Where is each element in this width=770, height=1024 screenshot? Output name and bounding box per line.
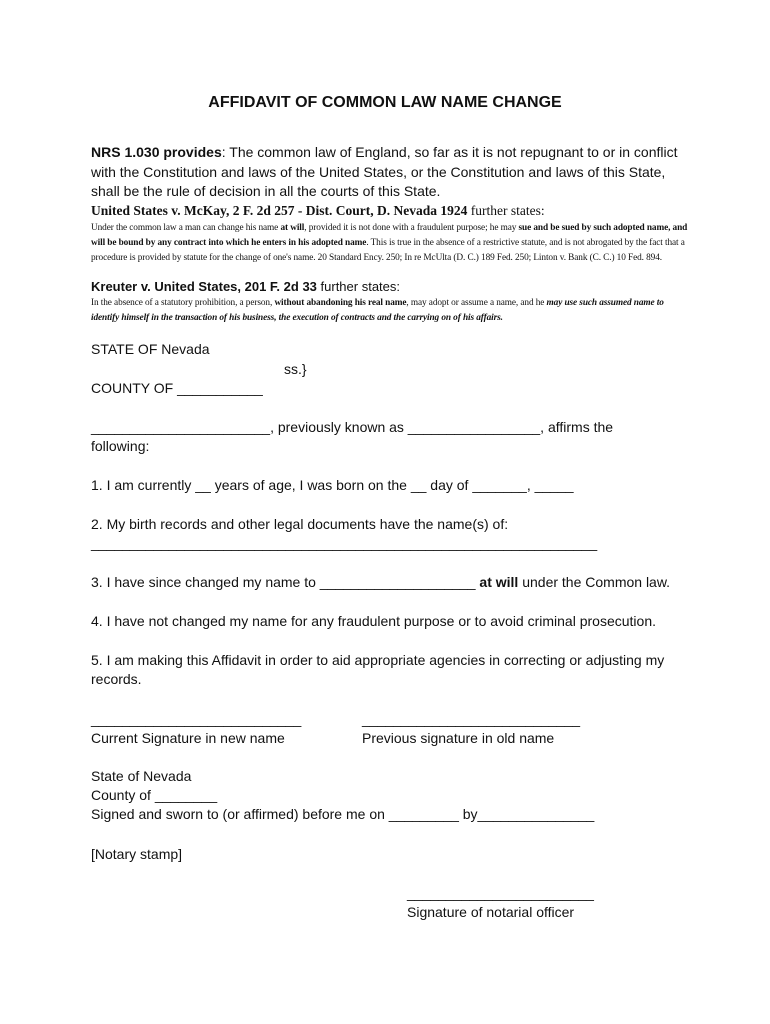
item-name-changed-text: 3. I have since changed my name to ____________________ [91,574,480,590]
mckay-case-heading [91,203,545,219]
mckay-citation: United States v. McKay, 2 F. 2d 257 - Dist. Court, D. Nevada 1924 [91,203,468,218]
kreuter-case-heading [91,279,400,294]
mckay-quote-part: . This is true in the absence of a restrictive statute, and is not abrogated by the fact that a procedure is provided by statute for the change of one's name. 20 Standard Ency. 250; In re McUlta (D. C.) 189 Fed. 250; Linton v. Bank (C. C.) 10 Fed. 894. [91,238,685,263]
kreuter-quote-bold: without abandoning his real name [274,298,407,308]
kreuter-quote-part: , may adopt or assume a name, and he [406,298,547,308]
notary-sworn: Signed and sworn to (or affirmed) before me on _________ by_______________ [91,806,595,822]
item-age-birth: 1. I am currently __ years of age, I was born on the __ day of _______, _____ [91,477,574,493]
mckay-quote-bold: at will [280,223,305,233]
item-birth-records: 2. My birth records and other legal documents have the name(s) of: [91,516,509,532]
kreuter-quote-bold-italic: may use such assumed name to identify himself in the transaction of his business, the execution of contracts and the carrying on of his affairs. [91,298,664,323]
notary-state: State of Nevada [91,768,192,784]
notary-stamp: [Notary stamp] [91,846,183,862]
current-signature-line: ___________________________ [91,711,302,727]
nrs-citation: NRS 1.030 provides [91,144,222,160]
affirm-line: _______________________, previously known as _________________, affirms the [91,419,614,435]
venue-ss: ss.} [284,361,307,377]
previous-signature-label: Previous signature in old name [362,730,555,746]
kreuter-further: further states: [316,279,400,294]
item-name-changed [91,574,670,590]
item-birth-records-blank: _________________________________________________________________ [91,535,598,551]
mckay-quote-part: , provided it is not done with a fraudulent purpose; he may [304,223,519,233]
item-name-changed-text: under the Common law. [518,574,671,590]
notary-officer-line: ________________________ [407,885,594,901]
item-purpose-records: records. [91,671,142,687]
item-at-will: at will [479,574,519,590]
item-purpose: 5. I am making this Affidavit in order to aid appropriate agencies in correcting or adjusting my [91,652,665,668]
kreuter-quote [91,296,691,326]
kreuter-quote-part: In the absence of a statutory prohibition, a person, [91,298,275,308]
previous-signature-line: ____________________________ [362,711,581,727]
notary-county: County of ________ [91,787,218,803]
item-no-fraud: 4. I have not changed my name for any fraudulent purpose or to avoid criminal prosecution. [91,613,656,629]
notary-officer-label: Signature of notarial officer [407,904,575,920]
affirm-following: following: [91,438,150,454]
mckay-quote-bold: sue and be sued by such adopted name, and will be bound by any contract into which he enters in his adopted name [91,223,688,248]
kreuter-citation: Kreuter v. United States, 201 F. 2d 33 [91,279,317,294]
mckay-further: further states: [467,203,545,218]
nrs-statute-paragraph [91,143,691,202]
current-signature-label: Current Signature in new name [91,730,285,746]
mckay-quote-part: Under the common law a man can change his name [91,223,281,233]
nrs-text: : The common law of England, so far as it is not repugnant to or in conflict with the Constitution and laws of the United States, or the Constitution and laws of this State, shall be the rule of decision in all the courts of this State. [91,144,678,199]
venue-state: STATE OF Nevada [91,341,210,357]
venue-county: COUNTY OF ___________ [91,380,263,396]
document-title: AFFIDAVIT OF COMMON LAW NAME CHANGE [208,94,562,111]
mckay-quote [91,221,691,266]
